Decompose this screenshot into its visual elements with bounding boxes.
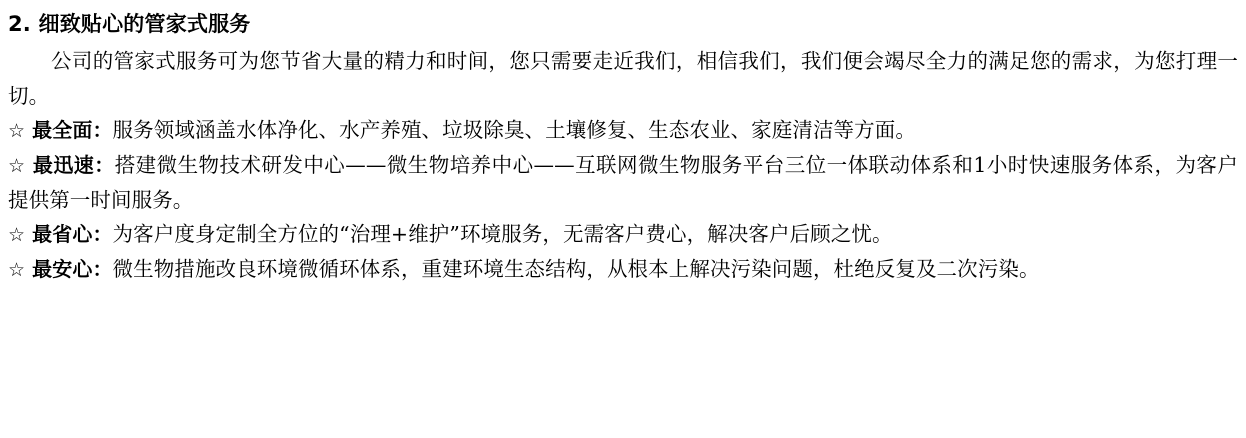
bullet-label: 最安心： xyxy=(32,257,113,282)
bullet-text: 微生物措施改良环境微循环体系，重建环境生态结构，从根本上解决污染问题，杜绝反复及二次污染。 xyxy=(112,257,1040,282)
star-icon: ☆ xyxy=(8,259,26,282)
star-icon: ☆ xyxy=(8,120,26,143)
bullet-item-3 xyxy=(8,217,1238,252)
bullet-item-1 xyxy=(8,113,1238,148)
bullet-text: 服务领域涵盖水体净化、水产养殖、垃圾除臭、土壤修复、生态农业、家庭清洁等方面。 xyxy=(112,118,916,143)
bullet-item-4 xyxy=(8,252,1238,287)
bullet-text: 搭建微生物技术研发中心——微生物培养中心——互联网微生物服务平台三位一体联动体系和1小时快速服务体系，为客户提供第一时间服务。 xyxy=(8,153,1238,213)
bullet-item-2 xyxy=(8,148,1238,217)
bullet-text: 为客户度身定制全方位的“治理+维护”环境服务，无需客户费心，解决客户后顾之忧。 xyxy=(112,222,893,247)
bullet-label: 最省心： xyxy=(32,222,113,247)
intro-paragraph: 公司的管家式服务可为您节省大量的精力和时间，您只需要走近我们，相信我们，我们便会竭尽全力的满足您的需求，为您打理一切。 xyxy=(8,49,1238,108)
bullet-label: 最全面： xyxy=(32,118,113,143)
section-heading: 2. 细致贴心的管家式服务 xyxy=(8,12,251,36)
bullet-label: 最迅速： xyxy=(32,153,115,178)
star-icon: ☆ xyxy=(8,224,26,247)
star-icon: ☆ xyxy=(8,155,26,178)
